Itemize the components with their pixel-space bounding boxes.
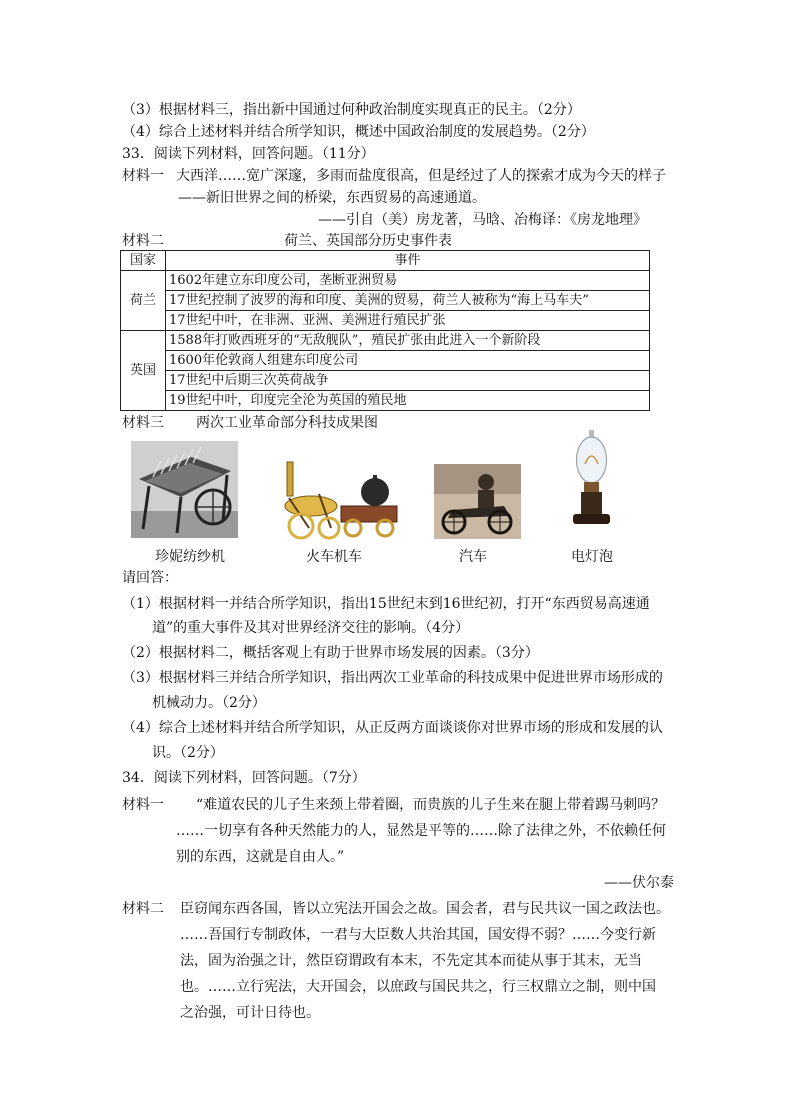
q33-m1-source: ——引自（美）房龙著，马晗、冶梅译：《房龙地理》 (318, 212, 647, 228)
q33-sub2: （2）根据材料二，概括客观上有助于世界市场发展的因素。（3分） (122, 645, 539, 661)
q34-m1-line1: “难道农民的儿子生来颈上带着圈，而贵族的儿子生来在腿上带着踢马刺吗？ (196, 797, 666, 813)
q34-m1-source: ——伏尔泰 (604, 875, 674, 891)
table-cell-event: 19世纪中叶，印度完全沦为英国的殖民地 (166, 391, 650, 411)
q33-sub3-line1: （3）根据材料三并结合所学知识，指出两次工业革命的科技成果中促进世界市场形成的 (122, 670, 663, 686)
q33-m1-line2: ——新旧世界之间的桥梁，东西贸易的高速通道。 (178, 190, 486, 206)
table-row (121, 351, 650, 371)
table-cell-event: 1600年伦敦商人组建东印度公司 (166, 351, 650, 371)
table-header-country: 国家 (121, 251, 166, 271)
q33-m1-label: 材料一 (122, 168, 164, 184)
country-britain: 英国 (121, 331, 166, 411)
q32-part3: （3）根据材料三，指出新中国通过何种政治制度实现真正的民主。（2分） (122, 102, 581, 118)
q34-m2-line2: ……吾国行专制政体，一君与大臣数人共治其国，国安得不弱？……今变行新 (180, 927, 656, 943)
q33-sub1-line1: （1）根据材料一并结合所学知识，指出15世纪末到16世纪初，打开“东西贸易高速通 (122, 596, 650, 612)
q34-m2-line1: 臣窃闻东西各国，皆以立宪法开国会之故。国会者，君与民共议一国之政法也。 (180, 901, 670, 917)
table-header-event: 事件 (166, 251, 650, 271)
table-cell-event: 1602年建立东印度公司，垄断亚洲贸易 (166, 271, 650, 291)
q34-m2-line4: 也。……立行宪法，大开国会，以庶政与国民共之，行三权鼎立之制，则中国 (180, 979, 656, 995)
q33-m3-title: 两次工业革命部分科技成果图 (196, 415, 378, 431)
table-row (121, 371, 650, 391)
table-row (121, 391, 650, 411)
q34-m1-line3: 别的东西，这就是自由人。” (176, 849, 345, 865)
table-row (121, 291, 650, 311)
table-cell-event: 17世纪中叶，在非洲、亚洲、美洲进行殖民扩张 (166, 311, 650, 331)
table-row (121, 311, 650, 331)
table-row (121, 271, 650, 291)
q34-m2-line5: 之治强，可计日待也。 (180, 1005, 320, 1021)
caption-light-bulb: 电灯泡 (571, 549, 613, 565)
q33-m3-label: 材料三 (122, 415, 164, 431)
q34-m2-label: 材料二 (122, 901, 164, 917)
q33-m2-title: 荷兰、英国部分历史事件表 (284, 233, 452, 249)
q33-sub4-line2: 识。（2分） (152, 745, 224, 761)
locomotive-image (279, 458, 402, 540)
caption-locomotive: 火车机车 (306, 549, 362, 565)
q33-ask: 请回答： (122, 570, 178, 586)
q33-sub3-line2: 机械动力。（2分） (152, 695, 266, 711)
caption-spinning-jenny: 珍妮纺纱机 (155, 549, 225, 565)
q33-m2-label: 材料二 (122, 233, 164, 249)
spinning-jenny-image (131, 441, 238, 538)
q34-m1-label: 材料一 (122, 797, 164, 813)
q34-m2-line3: 法，固为治强之计，然臣窃谓政有本末，不先定其本而徒从事于其末，无当 (180, 953, 642, 969)
table-header-row (121, 251, 650, 271)
q33-title: 33．阅读下列材料，回答问题。（11分） (122, 146, 375, 162)
q32-part4: （4）综合上述材料并结合所学知识，概述中国政治制度的发展趋势。（2分） (122, 124, 595, 140)
automobile-image (434, 464, 521, 539)
q34-m1-line2: ……一切享有各种天然能力的人，显然是平等的……除了法律之外，不依赖任何 (176, 823, 666, 839)
q33-sub4-line1: （4）综合上述材料并结合所学知识，从正反两方面谈谈你对世界市场的形成和发展的认 (122, 720, 663, 736)
q34-title: 34．阅读下列材料，回答问题。（7分） (122, 770, 366, 786)
q33-sub1-line2: 道”的重大事件及其对世界经济交往的影响。（4分） (152, 620, 470, 636)
light-bulb-image (567, 430, 616, 530)
country-netherlands: 荷兰 (121, 271, 166, 331)
table-row (121, 331, 650, 351)
table-cell-event: 17世纪中后期三次英荷战争 (166, 371, 650, 391)
table-cell-event: 1588年打败西班牙的“无敌舰队”，殖民扩张由此进入一个新阶段 (166, 331, 650, 351)
q33-m1-line1: 大西洋……宽广深邃，多雨而盐度很高，但是经过了人的探索才成为今天的样子 (176, 168, 666, 184)
caption-automobile: 汽车 (459, 549, 487, 565)
table-cell-event: 17世纪控制了波罗的海和印度、美洲的贸易，荷兰人被称为“海上马车夫” (166, 291, 650, 311)
history-events-table (120, 250, 650, 411)
